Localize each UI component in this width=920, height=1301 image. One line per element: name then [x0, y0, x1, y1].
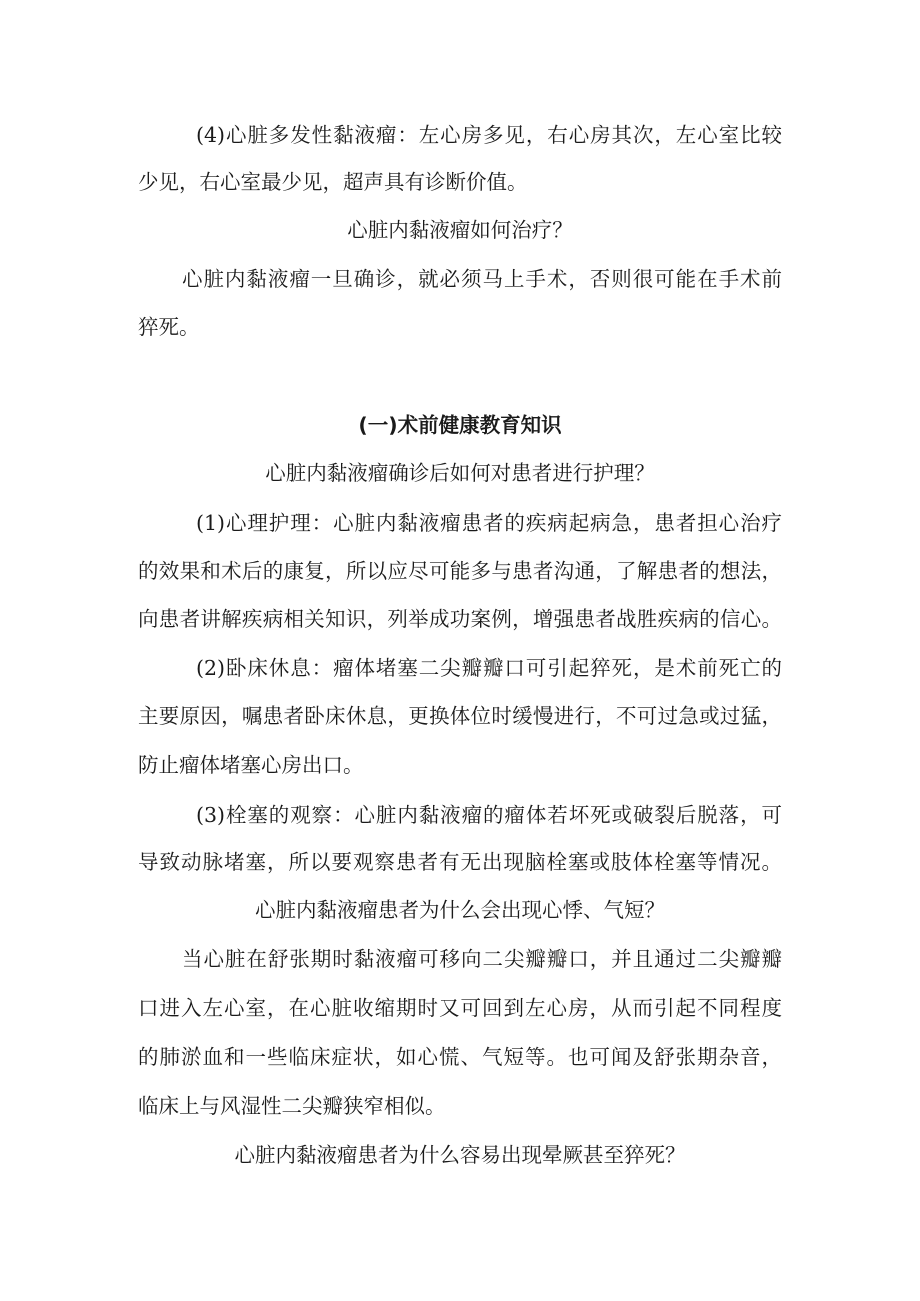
answer-palpitation-line-2: 口进入左心室，在心脏收缩期时又可回到左心房，从而引起不同程度 — [138, 996, 782, 1020]
answer-treatment-line-2: 猝死。 — [138, 315, 200, 339]
question-treatment: 心脏内黏液瘤如何治疗？ — [347, 218, 573, 242]
answer-palpitation-line-4: 临床上与风湿性二尖瓣狭窄相似。 — [138, 1094, 446, 1118]
paragraph-1-line-3: 向患者讲解疾病相关知识，列举成功案例，增强患者战胜疾病的信心。 — [138, 607, 782, 631]
paragraph-3-line-2: 导致动脉堵塞，所以要观察患者有无出现脑栓塞或肢体栓塞等情况。 — [138, 850, 782, 874]
question-nursing: 心脏内黏液瘤确诊后如何对患者进行护理？ — [265, 461, 655, 485]
paragraph-4-line-2: 少见，右心室最少见，超声具有诊断价值。 — [138, 170, 528, 194]
paragraph-2-line-1: (2)卧床休息：瘤体堵塞二尖瓣瓣口可引起猝死，是术前死亡的 — [196, 656, 782, 680]
question-syncope: 心脏内黏液瘤患者为什么容易出现晕厥甚至猝死？ — [234, 1143, 686, 1167]
answer-palpitation-line-3: 的肺淤血和一些临床症状，如心慌、气短等。也可闻及舒张期杂音， — [138, 1045, 782, 1069]
paragraph-2-line-2: 主要原因，嘱患者卧床休息，更换体位时缓慢进行，不可过急或过猛， — [138, 704, 782, 728]
answer-treatment-line-1: 心脏内黏液瘤一旦确诊，就必须马上手术，否则很可能在手术前 — [182, 267, 782, 291]
paragraph-4-line-1: (4)心脏多发性黏液瘤：左心房多见，右心房其次，左心室比较 — [196, 123, 782, 147]
paragraph-3-line-1: (3)栓塞的观察：心脏内黏液瘤的瘤体若坏死或破裂后脱落，可 — [196, 803, 782, 827]
question-palpitation: 心脏内黏液瘤患者为什么会出现心悸、气短？ — [255, 898, 665, 922]
paragraph-1-line-1: (1)心理护理：心脏内黏液瘤患者的疾病起病急，患者担心治疗 — [196, 511, 782, 535]
paragraph-2-line-3: 防止瘤体堵塞心房出口。 — [138, 753, 364, 777]
answer-palpitation-line-1: 当心脏在舒张期时黏液瘤可移向二尖瓣瓣口，并且通过二尖瓣瓣 — [182, 947, 782, 971]
section-heading: (一)术前健康教育知识 — [358, 413, 562, 437]
paragraph-1-line-2: 的效果和术后的康复，所以应尽可能多与患者沟通，了解患者的想法， — [138, 559, 782, 583]
